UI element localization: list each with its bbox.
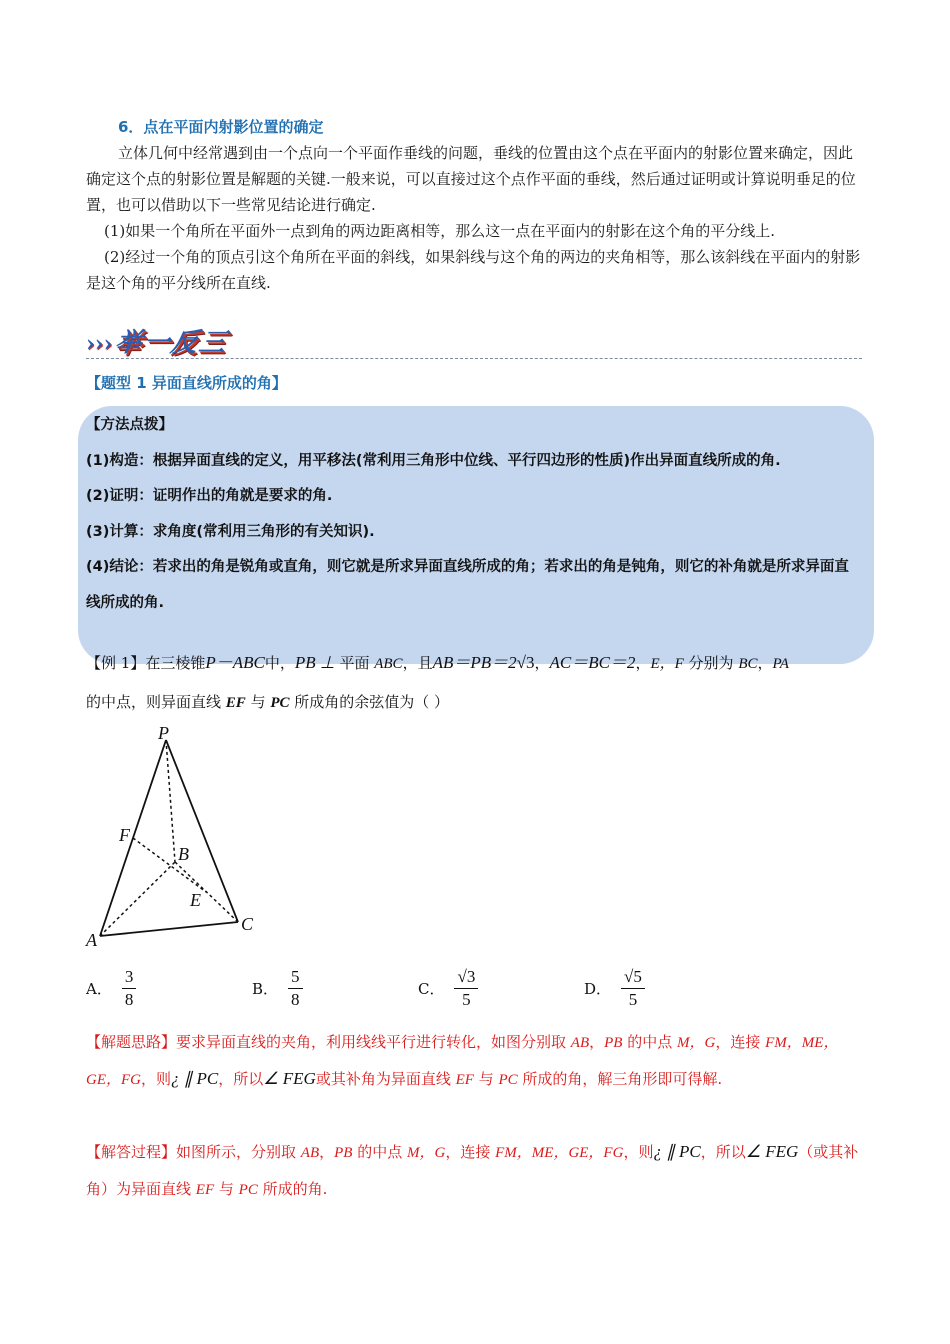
solution-text: ，	[319, 1143, 335, 1161]
choices	[86, 966, 786, 1016]
math-sqrt3: √3	[516, 653, 535, 672]
edge-ab	[100, 862, 175, 936]
label-c: C	[241, 914, 254, 934]
solution-text: 如图所示，分别取	[176, 1143, 301, 1161]
math-ef-line: EF	[225, 695, 246, 711]
math-pc: PC	[270, 695, 290, 711]
math-pc: PC	[498, 1072, 518, 1088]
choice-a[interactable]	[86, 966, 136, 1011]
math-parallel: ¿ ∥ PC	[171, 1069, 219, 1088]
section-paragraph-3: (2)经过一个角的顶点引这个角所在平面的斜线，如果斜线与这个角的两边的夹角相等，那么该斜线在平面内的射影是这个角的平分线所在直线.	[86, 248, 861, 292]
example-text: 分别为	[683, 654, 739, 672]
math-pc: PC	[238, 1182, 258, 1198]
numerator: 5	[288, 966, 303, 989]
choice-d[interactable]	[584, 966, 645, 1011]
denominator: 8	[124, 990, 134, 1009]
choice-b[interactable]	[252, 966, 303, 1011]
solution-text: ，则	[141, 1070, 172, 1088]
numerator: 3	[122, 966, 137, 989]
solution-text: 与	[214, 1180, 239, 1198]
choice-fraction	[288, 966, 303, 1011]
example-text: ，	[757, 654, 773, 672]
solution-process-label: 【解答过程】	[86, 1143, 177, 1161]
math-ab: AB	[300, 1145, 320, 1161]
solution-text: 的中点	[622, 1033, 678, 1051]
choice-letter: C．	[418, 980, 445, 998]
divider	[86, 358, 862, 359]
math-pyramid: P－ABC	[205, 653, 265, 672]
solution-text: ，连接	[715, 1033, 766, 1051]
method-item-1: (1)构造：根据异面直线的定义，用平移法(常利用三角形中位线、平行四边形的性质)作出异面直线所成的角.	[86, 452, 781, 469]
numerator: √5	[621, 966, 645, 989]
math-mg: M，G	[407, 1145, 446, 1161]
solution-idea-label: 【解题思路】	[86, 1033, 177, 1051]
solution-text: 所成的角.	[257, 1180, 328, 1198]
choice-fraction	[122, 966, 137, 1011]
pyramid-figure	[82, 722, 282, 952]
math-eq2: AC＝BC＝2	[549, 653, 636, 672]
solution-text: （或其补角）为异面直线	[86, 1143, 859, 1198]
solution-text: ，所以	[218, 1070, 264, 1088]
label-p: P	[158, 723, 169, 743]
banner-arrows-icon: ›››	[86, 331, 113, 357]
solution-text: 所成的角，解三角形即可得解.	[517, 1070, 723, 1088]
example-text: ，且	[402, 654, 433, 672]
solution-process	[86, 1134, 862, 1208]
math-bc: BC	[738, 656, 758, 672]
math-angle: ∠ FEG	[263, 1069, 316, 1088]
math-plane: ABC	[374, 656, 403, 672]
choice-fraction	[621, 966, 645, 1011]
label-a: A	[86, 930, 97, 950]
math-ef: E，F	[650, 656, 684, 672]
method-title: 【方法点拨】	[86, 417, 173, 433]
example-text: ，	[534, 654, 550, 672]
banner	[86, 322, 286, 362]
math-angle: ∠ FEG	[745, 1142, 799, 1161]
choice-fraction	[454, 966, 478, 1011]
label-b: B	[178, 844, 189, 864]
choice-letter: A．	[86, 980, 112, 998]
label-f: F	[119, 825, 130, 845]
edge-bc	[175, 862, 238, 922]
math-pb: PB	[334, 1145, 353, 1161]
method-item-4: (4)结论：若求出的角是锐角或直角，则它就是所求异面直线所成的角；若求出的角是钝角，则它的补角就是所求异面直线所成的角.	[86, 559, 849, 611]
method-content	[86, 408, 856, 622]
choice-c[interactable]	[418, 966, 478, 1011]
banner-text: 举一反三	[112, 328, 232, 358]
numerator: √3	[454, 966, 478, 989]
math-eq1: AB＝PB＝2	[432, 653, 517, 672]
edge-ac	[100, 922, 238, 936]
example-line-2	[86, 689, 866, 716]
math-ef: EF	[455, 1072, 474, 1088]
example-label: 【例 1】	[86, 654, 146, 672]
math-segments: FM，ME，GE，FG	[495, 1145, 624, 1161]
solution-text: 或其补角为异面直线	[315, 1070, 456, 1088]
solution-text: 的中点	[352, 1143, 408, 1161]
segment-fe	[133, 838, 206, 892]
math-mg: M，G	[677, 1035, 716, 1051]
solution-text: ，则	[623, 1143, 654, 1161]
math-segments: FM，ME，GE，FG	[86, 1035, 839, 1088]
type-title: 【题型 1 异面直线所成的角】	[86, 374, 287, 392]
edge-pc	[166, 740, 238, 922]
solution-text: ，所以	[700, 1143, 746, 1161]
solution-text: ，连接	[445, 1143, 496, 1161]
math-perp: PB ⊥	[294, 653, 335, 672]
example-1	[86, 650, 866, 716]
example-text: 的中点，则异面直线	[86, 693, 226, 711]
denominator: 5	[628, 990, 638, 1009]
math-ef: EF	[195, 1182, 215, 1198]
denominator: 8	[291, 990, 300, 1009]
example-text: 平面	[334, 654, 375, 672]
solution-text: ，	[589, 1033, 605, 1051]
example-text: ，	[635, 654, 651, 672]
choice-letter: B．	[252, 980, 279, 998]
math-pb: PB	[604, 1035, 623, 1051]
math-parallel: ¿ ∥ PC	[653, 1142, 701, 1161]
math-pa: PA	[772, 656, 789, 672]
label-e: E	[190, 890, 201, 910]
method-item-2: (2)证明：证明作出的角就是要求的角.	[86, 488, 333, 505]
denominator: 5	[462, 990, 471, 1009]
method-item-3: (3)计算：求角度(常利用三角形的有关知识).	[86, 523, 375, 540]
math-ab: AB	[570, 1035, 590, 1051]
solution-text: 要求异面直线的夹角，利用线线平行进行转化，如图分别取	[176, 1033, 571, 1051]
choice-letter: D．	[584, 980, 612, 998]
example-text: 与	[245, 693, 271, 711]
section-title: 6．点在平面内射影位置的确定	[118, 118, 324, 136]
section-paragraph-2: (1)如果一个角所在平面外一点到角的两边距离相等，那么这一点在平面内的射影在这个角的平分线上.	[104, 222, 776, 240]
example-text: 中，	[264, 654, 295, 672]
example-text: 所成角的余弦值为（ ）	[289, 693, 450, 711]
solution-text: 与	[473, 1070, 499, 1088]
example-text: 在三棱锥	[145, 654, 206, 672]
section-paragraph-1: 立体几何中经常遇到由一个点向一个平面作垂线的问题，垂线的位置由这个点在平面内的射影位置来确定，因此确定这个点的射影位置是解题的关键.一般来说，可以直接过这个点作平面的垂线，然后通过证明或计算说明垂足的位置，也可以借助以下一些常见结论进行确定.	[86, 144, 856, 214]
example-line-1	[86, 650, 866, 677]
solution-idea	[86, 1024, 862, 1098]
